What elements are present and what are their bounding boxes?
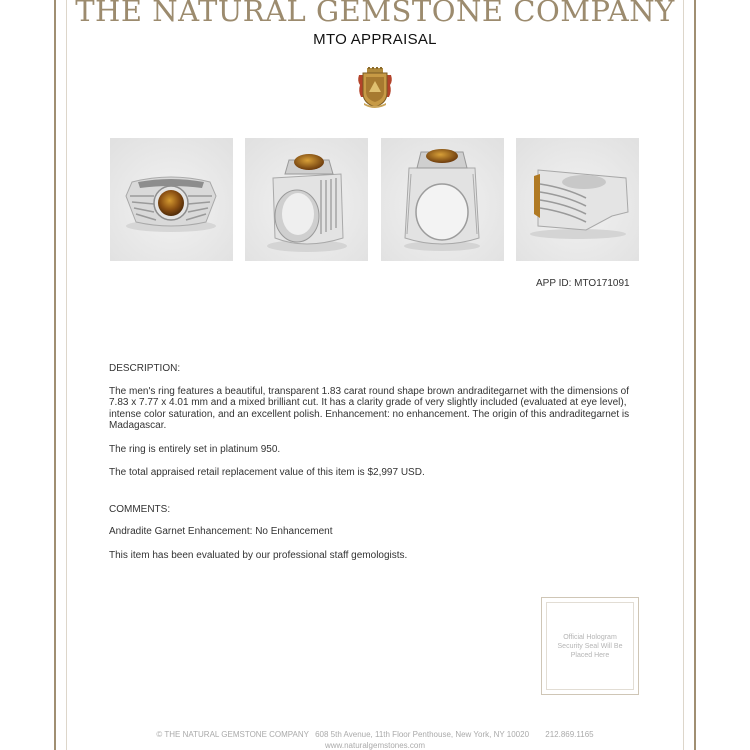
frame-border-left-inner — [66, 0, 67, 750]
footer-copyright: © THE NATURAL GEMSTONE COMPANY — [156, 730, 309, 739]
gallery-image-upright[interactable] — [381, 138, 504, 261]
gallery-image-front[interactable] — [110, 138, 233, 261]
comment-evaluation: This item has been evaluated by our professional staff gemologists. — [109, 549, 408, 561]
footer-contact — [0, 730, 750, 739]
appraisal-id: APP ID: MTO171091 — [536, 278, 630, 289]
company-title: THE NATURAL GEMSTONE COMPANY — [75, 0, 675, 28]
document-subtitle: MTO APPRAISAL — [313, 31, 437, 48]
value-paragraph: The total appraised retail replacement value of this item is $2,997 USD. — [109, 467, 425, 478]
footer-phone: 212.869.1165 — [545, 730, 594, 739]
footer-address: 608 5th Avenue, 11th Floor Penthouse, New York, NY 10020 — [315, 730, 530, 739]
seal-text: Official Hologram Security Seal Will Be Placed Here — [557, 633, 623, 659]
gallery-image-side[interactable] — [516, 138, 639, 261]
description-paragraph: The men's ring features a beautiful, transparent 1.83 carat round shape brown andraditegarnet with the dimensions of 7.83 x 7.77 x 4.01 mm and a mixed brilliant cut. It has a clarity grade of very slightly included (evaluated at eye level), intense color saturation, and an excellent polish. Enhancement: no enhancement. The origin of this andraditegarnet is Madagascar. — [109, 385, 630, 431]
hologram-seal-placeholder — [541, 597, 639, 695]
seal-inner-frame — [546, 602, 634, 690]
description-heading: DESCRIPTION: — [109, 363, 181, 374]
frame-border-right-outer — [694, 0, 696, 750]
footer-website[interactable]: www.naturalgemstones.com — [324, 741, 426, 750]
frame-border-left-outer — [54, 0, 56, 750]
gallery-image-angled[interactable] — [245, 138, 368, 261]
frame-border-right-inner — [683, 0, 684, 750]
heraldic-crest-icon — [356, 67, 394, 111]
comments-heading: COMMENTS: — [109, 503, 171, 515]
appraisal-body — [109, 363, 639, 561]
comment-enhancement: Andradite Garnet Enhancement: No Enhancement — [109, 526, 333, 537]
metal-paragraph: The ring is entirely set in platinum 950. — [109, 443, 281, 455]
